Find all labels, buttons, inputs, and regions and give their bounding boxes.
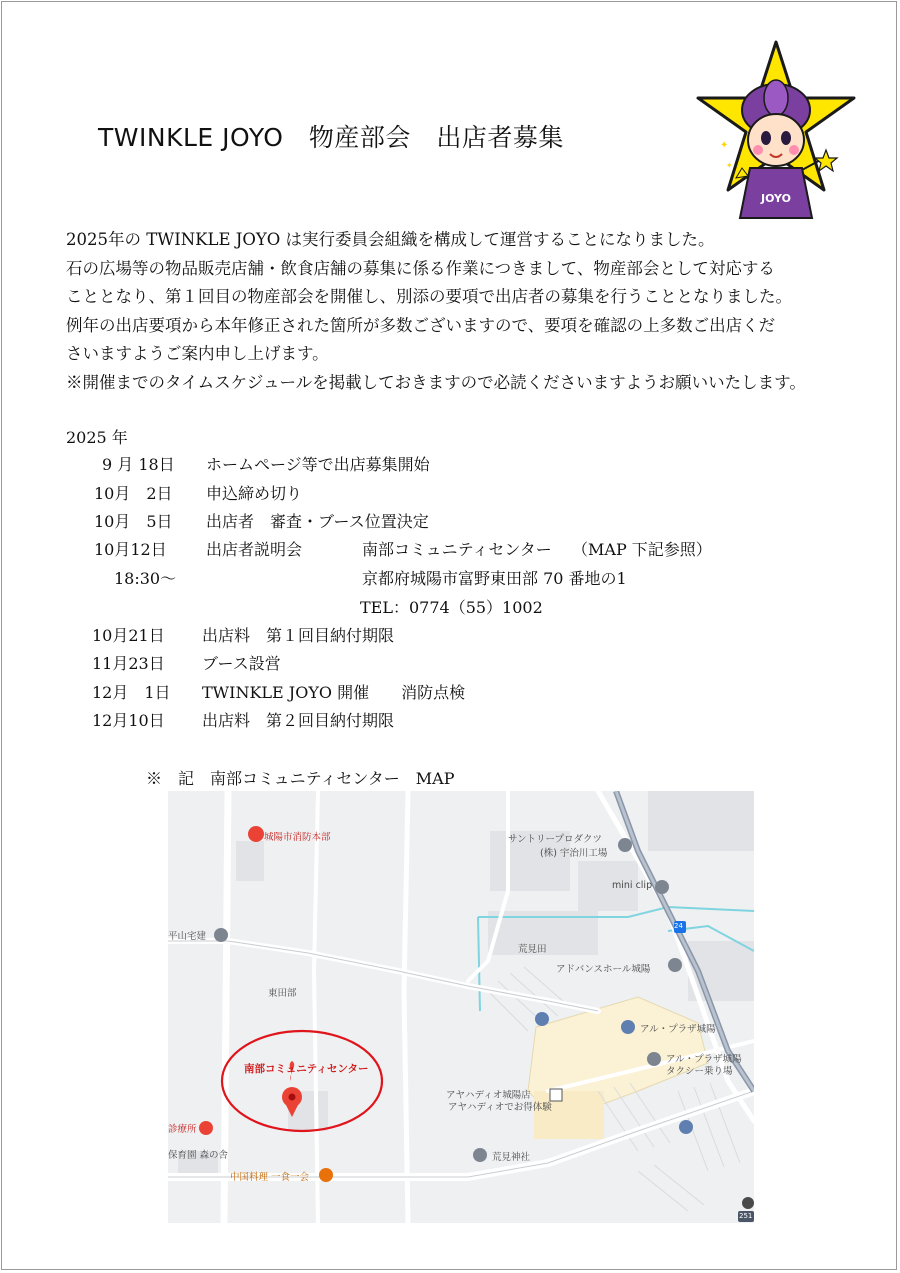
location-map[interactable]: [168, 791, 754, 1223]
schedule-note: （MAP 下記参照）: [572, 540, 712, 559]
map-label-suntory-factory: (株) 宇治川工場: [540, 848, 608, 859]
intro-line: ※開催までのタイムスケジュールを掲載しておきますので必読くださいますようお願いいたします。: [66, 372, 806, 392]
map-label-arami-shrine: 荒見神社: [492, 1152, 531, 1163]
schedule-date: 11月23日: [92, 654, 165, 673]
schedule-date: 12月 1日: [92, 683, 171, 702]
schedule-place: 南部コミュニティセンター: [362, 540, 552, 559]
schedule-address: 京都府城陽市富野東田部 70 番地の1: [362, 569, 627, 588]
svg-text:✦: ✦: [720, 140, 729, 151]
schedule-event: 出店料 第２回目納付期限: [202, 711, 395, 730]
svg-text:✦: ✦: [726, 161, 733, 170]
schedule-date: 9 月 18日: [102, 455, 175, 474]
schedule-date: 12月10日: [92, 711, 165, 730]
map-label-aramida: 荒見田: [518, 944, 547, 955]
map-label-taxi-stand: タクシー乗り場: [666, 1066, 733, 1077]
schedule-year: 2025 年: [66, 428, 128, 447]
schedule-date: 10月21日: [92, 626, 165, 645]
schedule-event: 出店者 審査・ブース位置決定: [206, 512, 429, 531]
schedule-event: ホームページ等で出店募集開始: [206, 455, 430, 474]
map-label-higashidabe: 東田部: [268, 988, 297, 999]
map-label-ayahadio-sub: アヤハディオでお得体験: [448, 1102, 552, 1113]
schedule-time: 18:30〜: [114, 569, 177, 588]
map-label-al-plaza-taxi: アル・プラザ城陽: [666, 1054, 742, 1065]
map-label-route-24: 24: [674, 922, 683, 930]
schedule-date: 10月 2日: [94, 484, 173, 503]
map-label-al-plaza: アル・プラザ城陽: [640, 1024, 716, 1035]
schedule-tel: TEL：0774（55）1002: [360, 598, 543, 617]
map-label-suntory: サントリープロダクツ: [508, 834, 603, 845]
schedule-date: 10月 5日: [94, 512, 173, 531]
schedule-event: 出店料 第１回目納付期限: [202, 626, 395, 645]
intro-line: こととなり、第１回目の物産部会を開催し、別添の要項で出店者の募集を行うこととなりました。: [66, 287, 792, 306]
map-label-fire-hq: 城陽市消防本部: [264, 832, 331, 843]
map-label-route-251: 251: [739, 1212, 753, 1220]
map-label-mini-clip: mini clip: [612, 880, 653, 891]
intro-line: さいますようご案内申し上げます。: [66, 344, 329, 363]
intro-line: 2025年の TWINKLE JOYO は実行委員会組織を構成して運営することになりました。: [66, 230, 715, 249]
map-label-nursery: 保育園 森の舎: [168, 1150, 229, 1161]
map-label-ayahadio: アヤハディオ城陽店: [446, 1090, 531, 1101]
map-label-clinic: 診療所: [168, 1124, 197, 1135]
schedule-date: 10月12日: [94, 540, 167, 559]
intro-line: 石の広場等の物品販売店舗・飲食店舗の募集に係る作業につきまして、物産部会として対応する: [66, 258, 775, 278]
page-title: TWINKLE JOYO 物産部会 出店者募集: [98, 123, 564, 152]
map-caption: ※ 記 南部コミュニティセンター MAP: [146, 769, 455, 788]
map-label-hirayama: 平山宅建: [168, 931, 207, 942]
map-label-community-center: 南部コミュニティセンター: [244, 1063, 369, 1075]
mascot-label: JOYO: [761, 192, 791, 205]
map-label-advance-hall: アドバンスホール城陽: [556, 964, 651, 975]
intro-paragraph: [66, 226, 856, 397]
schedule-event: TWINKLE JOYO 開催 消防点検: [202, 683, 466, 702]
schedule-event: ブース設営: [202, 654, 281, 673]
joyo-mascot-image: [696, 40, 856, 220]
schedule-event: 申込締め切り: [206, 484, 303, 503]
intro-line: 例年の出店要項から本年修正された箇所が多数ございますので、要項を確認の上多数ご出店くだ: [66, 315, 776, 335]
map-label-chinese-restaurant: 中国料理 一食一会: [230, 1172, 310, 1183]
schedule-event: 出店者説明会: [206, 540, 303, 559]
